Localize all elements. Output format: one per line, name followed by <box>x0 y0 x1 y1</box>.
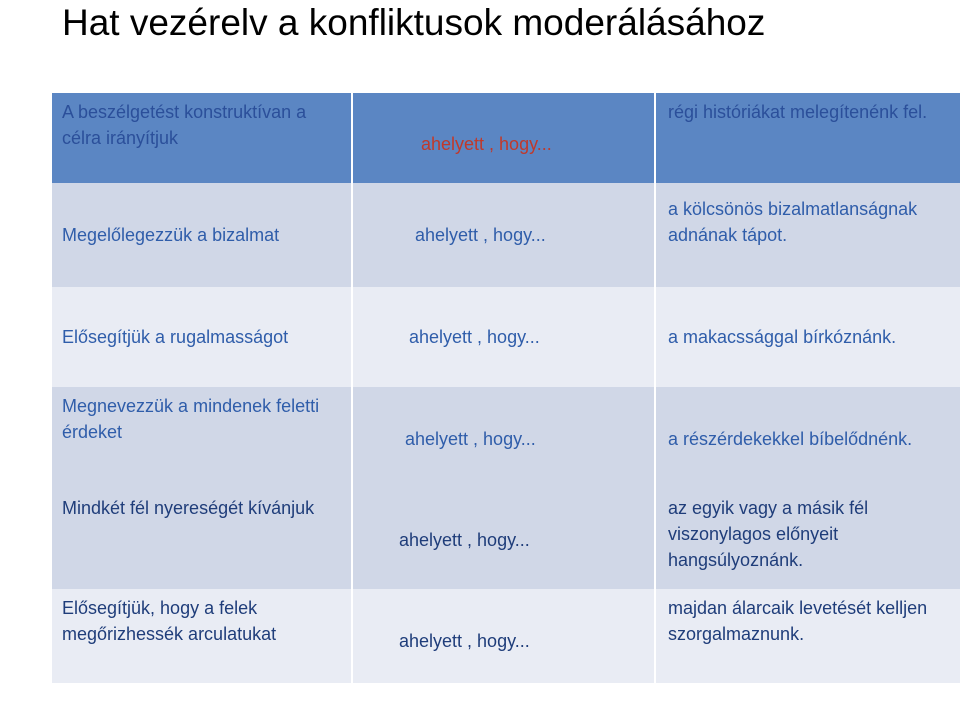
page-title: Hat vezérelv a konfliktusok moderálásához <box>62 2 766 43</box>
connector-cell <box>355 387 656 489</box>
contrast-cell <box>658 183 960 287</box>
contrast-cell <box>658 287 960 387</box>
principle-cell <box>52 183 353 287</box>
contrast-text: régi históriákat melegítenénk fel. <box>668 102 928 122</box>
principle-text: Elősegítjük a rugalmasságot <box>62 327 289 347</box>
contrast-text: a részérdekekkel bíbelődnénk. <box>668 429 913 449</box>
connector-text: ahelyett , hogy... <box>399 530 530 550</box>
principle-cell <box>52 589 353 683</box>
table-row <box>52 489 960 591</box>
principle-text: Mindkét fél nyereségét kívánjuk <box>62 498 315 518</box>
connector-cell <box>355 489 656 589</box>
contrast-cell <box>658 589 960 683</box>
principle-text: A beszélgetést konstruktívan a célra irányítjuk <box>62 102 307 148</box>
principle-text: Elősegítjük, hogy a felek megőrizhessék arculatukat <box>62 598 277 644</box>
connector-text: ahelyett , hogy... <box>421 134 552 154</box>
contrast-cell <box>658 387 960 489</box>
connector-cell <box>355 183 656 287</box>
connector-text: ahelyett , hogy... <box>409 327 540 347</box>
table-row <box>52 589 960 683</box>
contrast-cell <box>658 93 960 183</box>
contrast-text: az egyik vagy a másik fél viszonylagos előnyeit hangsúlyoznánk. <box>668 498 869 570</box>
connector-cell <box>355 93 656 183</box>
table-row <box>52 287 960 389</box>
connector-text: ahelyett , hogy... <box>405 429 536 449</box>
table-row <box>52 387 960 491</box>
contrast-text: a kölcsönös bizalmatlanságnak adnának tápot. <box>668 199 918 245</box>
table-row <box>52 183 960 289</box>
connector-text: ahelyett , hogy... <box>415 225 546 245</box>
table-row <box>52 93 960 185</box>
principles-table <box>52 93 960 683</box>
principle-cell <box>52 489 353 589</box>
contrast-text: majdan álarcaik levetését kelljen szorgalmaznunk. <box>668 598 928 644</box>
principle-cell <box>52 93 353 183</box>
connector-cell <box>355 589 656 683</box>
contrast-text: a makacssággal bírkóznánk. <box>668 327 897 347</box>
principle-cell <box>52 387 353 489</box>
connector-cell <box>355 287 656 387</box>
principle-text: Megelőlegezzük a bizalmat <box>62 225 280 245</box>
principle-cell <box>52 287 353 387</box>
principle-text: Megnevezzük a mindenek feletti érdeket <box>62 396 320 442</box>
contrast-cell <box>658 489 960 589</box>
connector-text: ahelyett , hogy... <box>399 631 530 651</box>
